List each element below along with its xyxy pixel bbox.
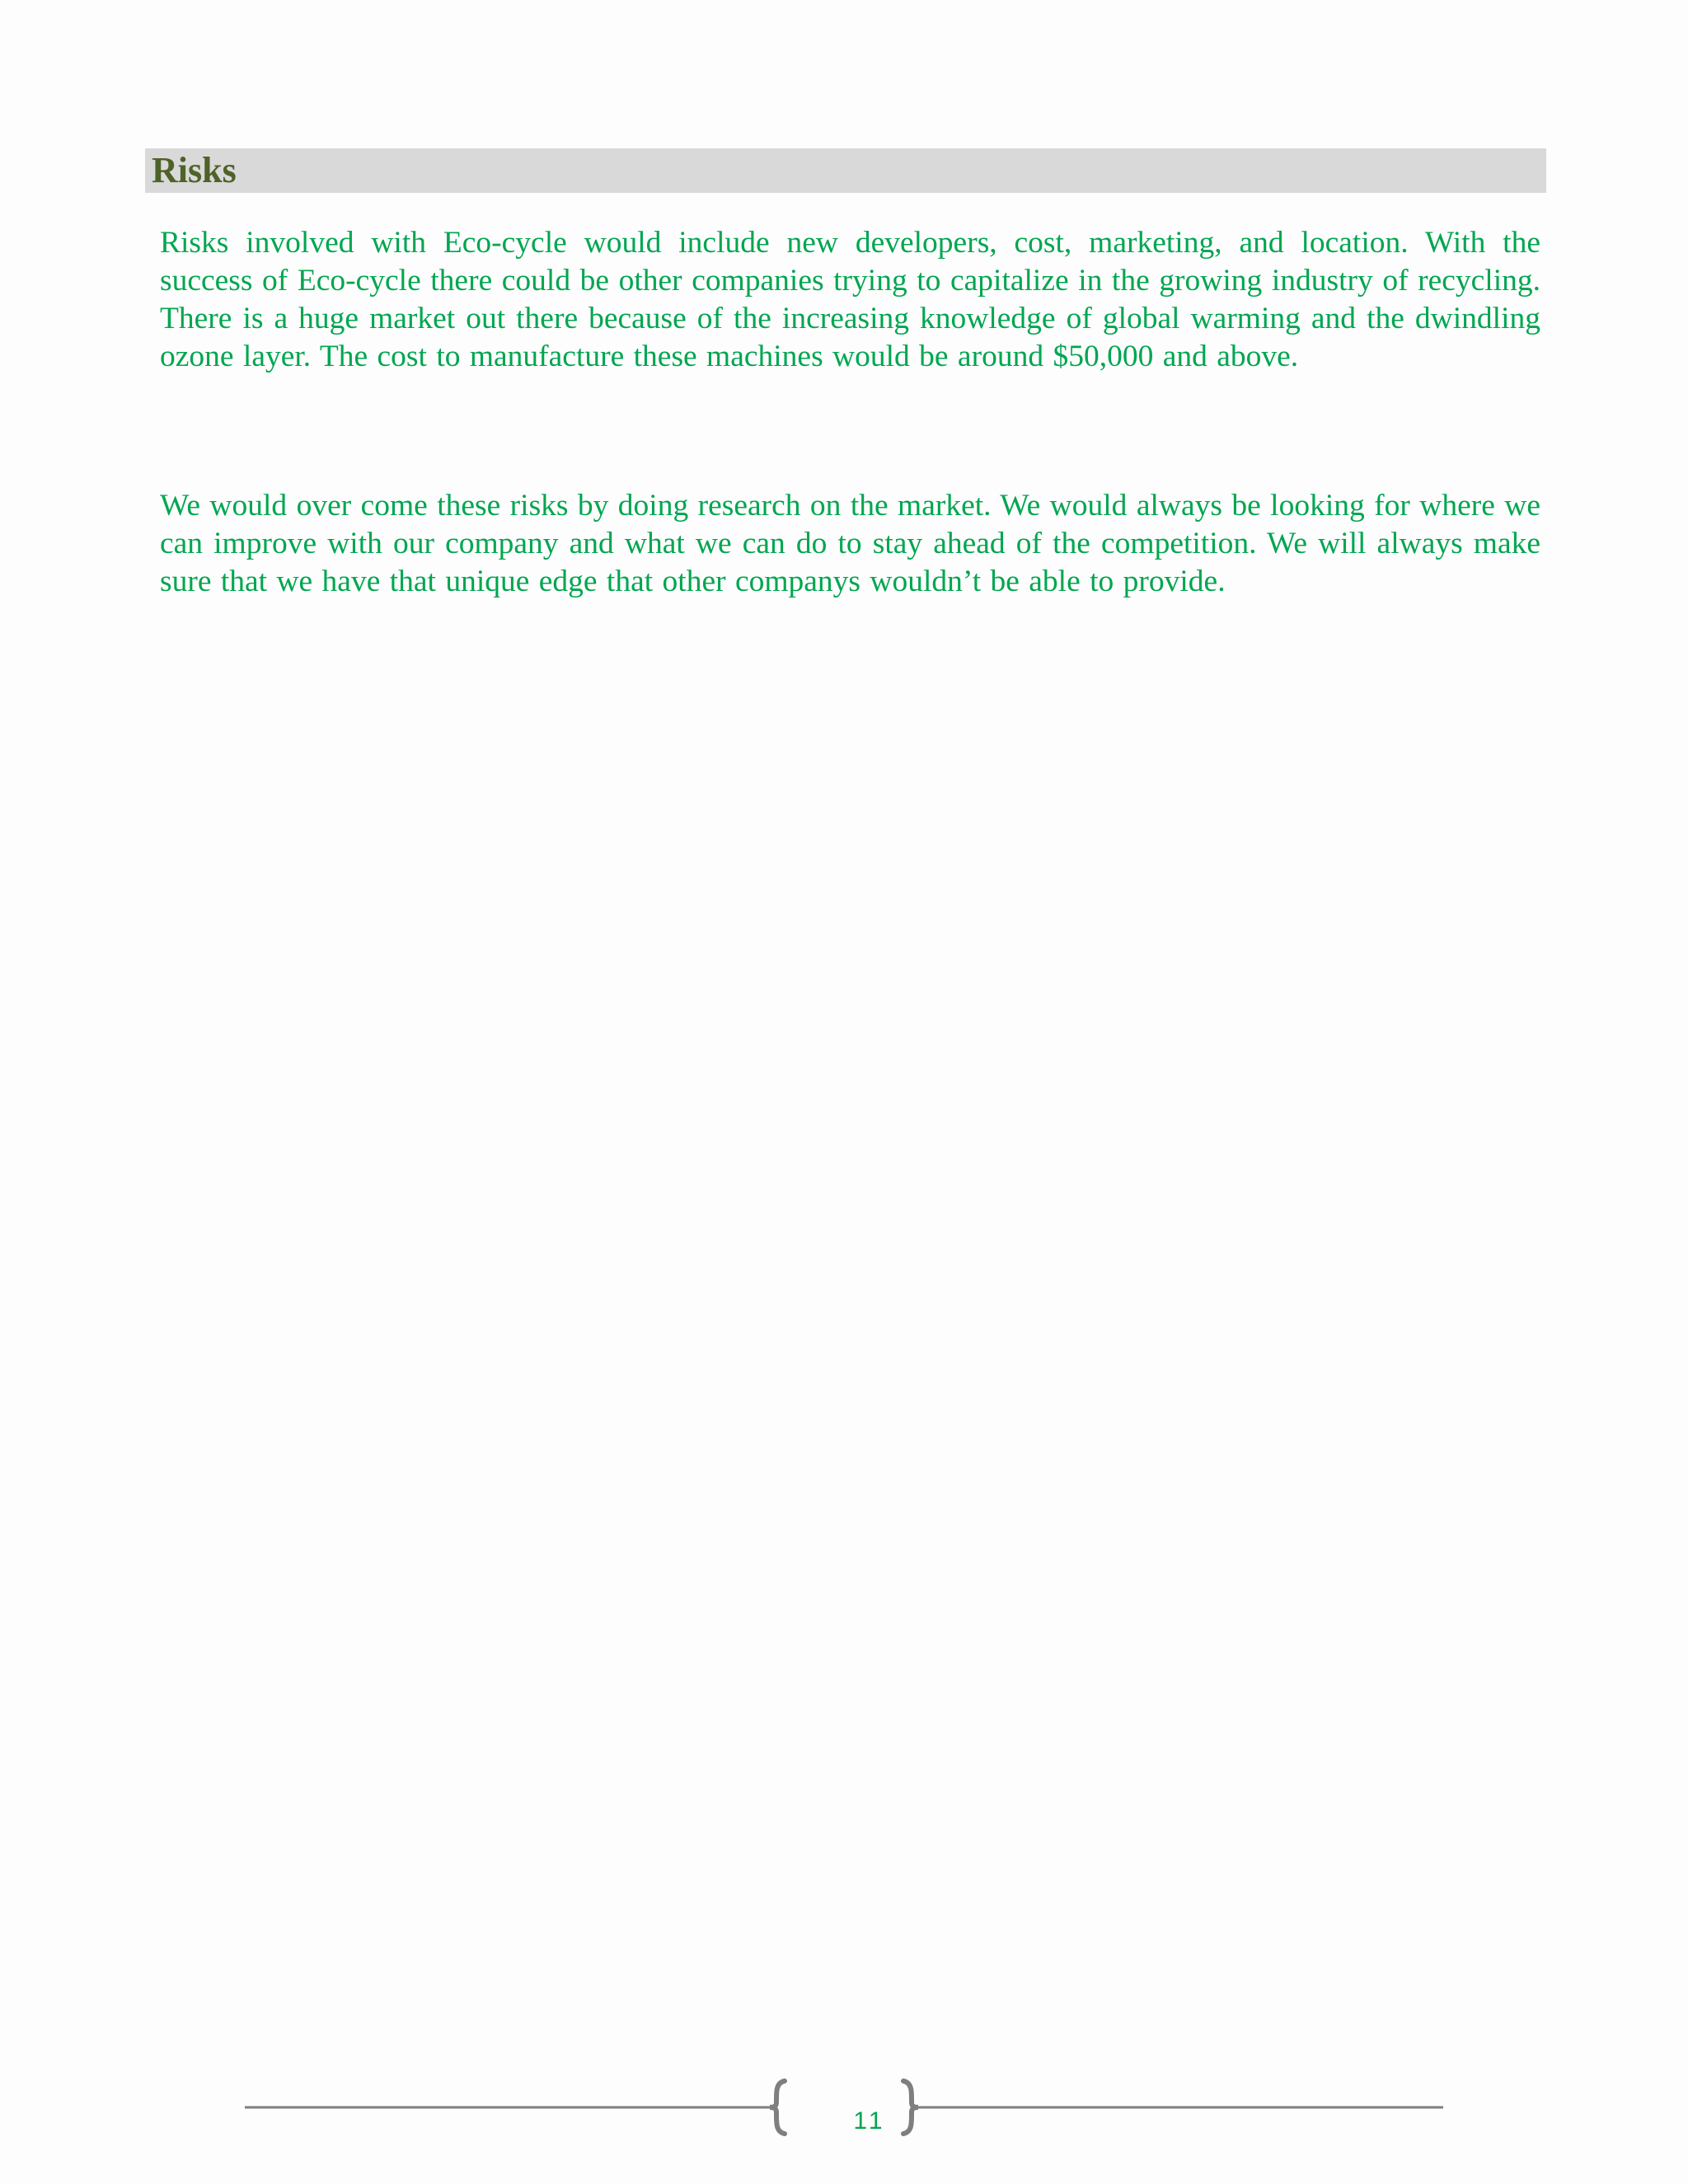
section-heading: Risks [152,150,237,190]
risks-paragraph: Risks involved with Eco-cycle would include new developers, cost, marketing, and location. With the success of Eco-cycle there could be other companies trying to capitalize in the growing industry of recycling. There is a huge market out there because of the increasing knowledge of global warming and the dwindling ozone layer. The cost to manufacture these machines would be around $50,000 and above. [160,226,1540,373]
section-heading-bar [145,148,1546,193]
footer-left-brace [770,2081,785,2134]
mitigation-paragraph: We would over come these risks by doing research on the market. We would always be looking for where we can improve with our company and what we can do to stay ahead of the competition. We will always make sure that we have that unique edge that other companys wouldn’t be able to provide. [160,489,1540,598]
page-number: 11 [853,2107,886,2135]
